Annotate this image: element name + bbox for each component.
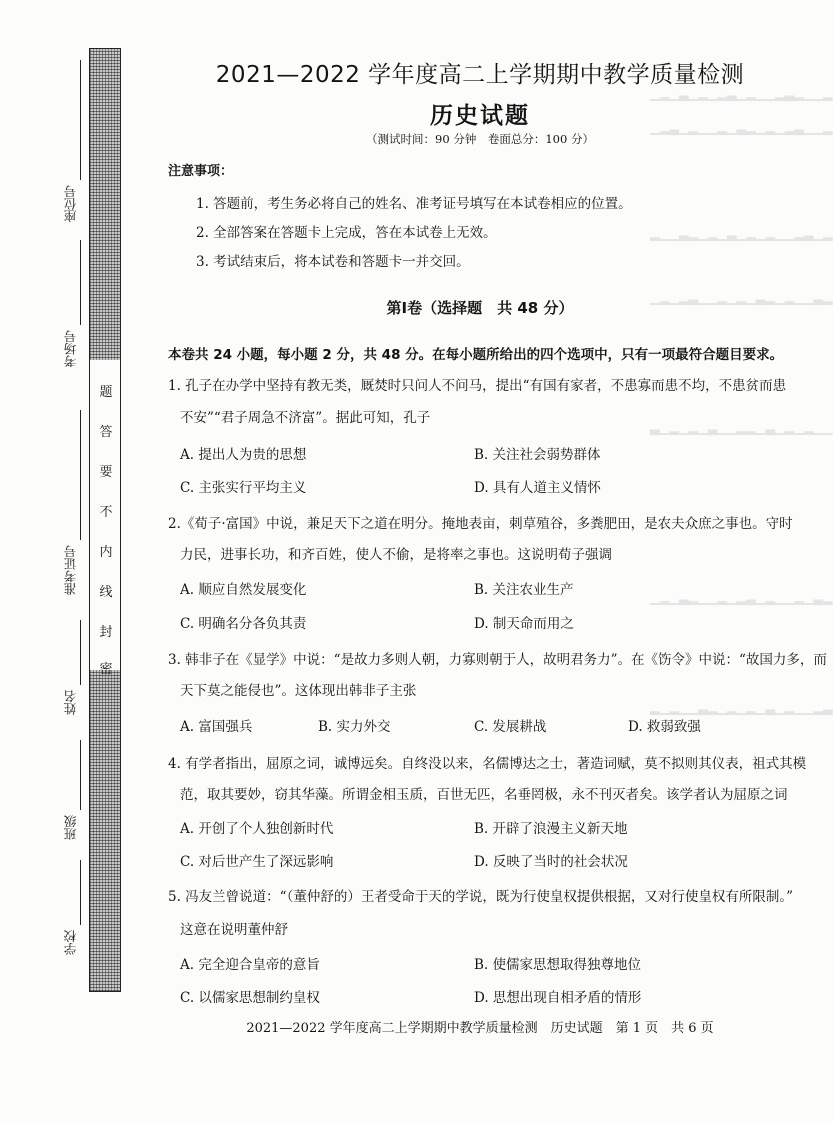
note-item: 2. 全部答案在答题卡上完成，答在本试卷上无效。 [196, 225, 497, 241]
seat-number-label: 座位号 [63, 185, 78, 223]
school-label: 学校 [63, 930, 78, 955]
question-1-option-b[interactable]: B. 关注社会弱势群体 [474, 447, 601, 463]
exam-room-field[interactable] [62, 240, 84, 380]
admission-ticket-field[interactable] [62, 410, 84, 610]
question-4-option-b[interactable]: B. 开辟了浪漫主义新天地 [474, 821, 628, 837]
seal-char: 封 [99, 625, 113, 640]
seal-char: 密 [99, 662, 113, 677]
seal-char: 要 [99, 465, 113, 480]
question-5-option-c[interactable]: C. 以儒家思想制约皇权 [180, 990, 320, 1006]
bleed-through-texture: ▁▂▃▁▂▁▁▂▁▃▂▁▂▁▂▃▁▁▂ [650, 120, 833, 135]
class-field[interactable] [62, 740, 84, 850]
question-1-option-a[interactable]: A. 提出人为贵的思想 [180, 447, 307, 463]
seal-char: 内 [99, 545, 113, 560]
question-4-stem: 4. 有学者指出，屈原之词，诚博远矣。自终没以来，名儒博达之士，著造词赋，莫不拟则其仪表，祖式其模 [168, 756, 807, 772]
question-1-option-c[interactable]: C. 主张实行平均主义 [180, 480, 307, 496]
question-2-stem: 2.《荀子·富国》中说，兼足天下之道在明分。掩地表亩，刺草殖谷，多粪肥田，是农夫众庶之事也。守时 [168, 516, 793, 532]
exam-title: 2021—2022 学年度高二上学期期中教学质量检测 [215, 62, 745, 88]
question-2-option-b[interactable]: B. 关注农业生产 [474, 582, 574, 598]
exam-time-info: （测试时间：90 分钟 卷面总分：100 分） [366, 132, 594, 146]
admission-ticket-label: 准考证号 [63, 545, 78, 595]
question-3-option-d[interactable]: D. 救弱致强 [628, 719, 701, 735]
question-2-stem-cont: 力民，进事长功，和齐百姓，使人不偷，是将率之事也。这说明荀子强调 [180, 547, 612, 563]
class-label: 班级 [63, 815, 78, 840]
question-3-stem-cont: 天下莫之能侵也”。这体现出韩非子主张 [180, 683, 417, 699]
question-1-option-d[interactable]: D. 具有人道主义情怀 [474, 480, 601, 496]
question-4-stem-cont: 范，取其要妙，窃其华藻。所谓金相玉质，百世无匹，名垂罔极，永不刊灭者矣。该学者认为屈原之词 [180, 787, 788, 803]
question-5-option-b[interactable]: B. 使儒家思想取得独尊地位 [474, 957, 642, 973]
name-label: 姓名 [63, 690, 78, 715]
seal-char: 题 [99, 385, 113, 400]
notes-heading: 注意事项： [168, 164, 234, 179]
question-4-option-a[interactable]: A. 开创了个人独创新时代 [180, 821, 334, 837]
question-2-option-d[interactable]: D. 制天命而用之 [474, 616, 574, 632]
seat-number-field[interactable] [62, 60, 84, 230]
question-3-option-b[interactable]: B. 实力外交 [318, 719, 391, 735]
question-3-stem: 3. 韩非子在《显学》中说：“是故力多则人朝，力寡则朝于人，故明君务力”。在《饬令》中说：“故国力多，而 [168, 652, 827, 668]
section-heading: 第Ⅰ卷（选择题 共 48 分） [386, 299, 574, 317]
bleed-through-texture: ▁▂▁▂▃▁▁▂▁▂▁▃▂▁▂▁▁▃▂ [650, 290, 833, 305]
bleed-through-texture: ▂▁▂▁▁▃▂▁▂▁▂▁▃▁▂▁▁▂▃ [650, 700, 833, 715]
page-footer: 2021—2022 学年度高二上学期期中教学质量检测 历史试题 第 1 页 共 6 页 [246, 1021, 714, 1036]
seal-char: 线 [99, 585, 113, 600]
question-5-stem-cont: 这意在说明董仲舒 [180, 922, 288, 938]
bleed-through-texture: ▂▁▁▃▂▁▂▁▃▁▂▁▂▁▁▂▃▁▂ [650, 226, 833, 241]
question-2-option-c[interactable]: C. 明确名分各负其责 [180, 616, 307, 632]
name-field[interactable] [62, 620, 84, 730]
question-3-option-a[interactable]: A. 富国强兵 [180, 719, 253, 735]
seal-char: 不 [99, 505, 113, 520]
subject-title: 历史试题 [430, 103, 530, 129]
question-5-stem: 5. 冯友兰曾说道：“（董仲舒的）王者受命于天的学说，既为行使皇权提供根据，又对行使皇权有所限制。” [168, 889, 793, 905]
question-1-stem: 1. 孔子在办学中坚持有教无类，厩焚时只问人不问马，提出“有国有家者，不患寡而患不均，不患贫而患 [168, 378, 787, 394]
section-instruction: 本卷共 24 小题，每小题 2 分，共 48 分。在每小题所给出的四个选项中，只有一项最符合题目要求。 [168, 347, 784, 363]
question-4-option-c[interactable]: C. 对后世产生了深远影响 [180, 854, 334, 870]
question-3-option-c[interactable]: C. 发展耕战 [474, 719, 547, 735]
note-item: 3. 考试结束后，将本试卷和答题卡一并交回。 [196, 254, 470, 270]
bleed-through-texture: ▁▂▁▃▂▁▁▂▁▂▃▁▂▁▁▂▁▃▂ [650, 590, 833, 605]
bleed-through-texture: ▃▁▂▁▂▁▃▁▁▂▂▁▃▁▂▁▂▁▁ [650, 420, 833, 435]
question-1-stem-cont: 不安”“君子周急不济富”。据此可知，孔子 [180, 410, 431, 426]
bleed-through-texture: ▁▂▁▃▁▂▁▂▃▁▂▁▁▂▃▂▁▁▂ [650, 86, 833, 101]
exam-room-label: 考场号 [63, 330, 78, 368]
question-4-option-d[interactable]: D. 反映了当时的社会状况 [474, 854, 628, 870]
question-2-option-a[interactable]: A. 顺应自然发展变化 [180, 582, 307, 598]
seal-char: 答 [99, 425, 113, 440]
school-field[interactable] [62, 860, 84, 980]
note-item: 1. 答题前，考生务必将自己的姓名、准考证号填写在本试卷相应的位置。 [196, 196, 632, 212]
question-5-option-d[interactable]: D. 思想出现自相矛盾的情形 [474, 990, 642, 1006]
question-5-option-a[interactable]: A. 完全迎合皇帝的意旨 [180, 957, 320, 973]
